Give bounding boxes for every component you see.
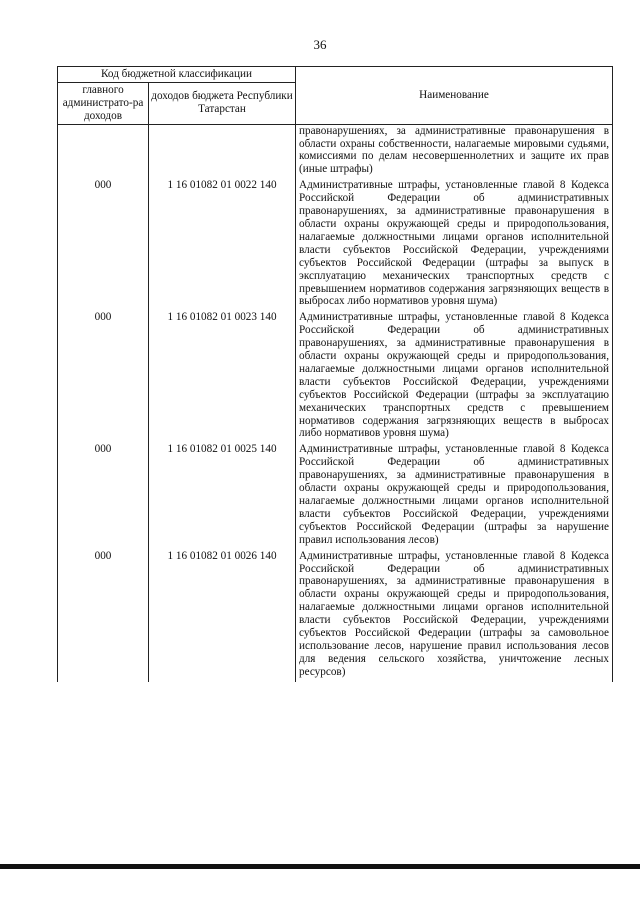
cell-name: Административные штрафы, установленные главой 8 Кодекса Российской Федерации об административных правонарушениях, за административные правонарушения в области охраны окружающей среды и природопользования, налагаемые должностными лицами органов исполнительной власти субъектов Российской Федерации, учреждениями субъектов Российской Федерации (штрафы за выпуск в эксплуатацию механических транспортных средств с превышением нормативов содержания загрязняющих веществ в выбросах либо нормативов уровня шума) bbox=[296, 179, 613, 311]
cell-admin-code: 000 bbox=[58, 311, 149, 443]
cell-income-code: 1 16 01082 01 0026 140 bbox=[149, 550, 296, 682]
budget-classification-table bbox=[57, 66, 613, 682]
table-row-continuation bbox=[58, 124, 613, 179]
cell-name: Административные штрафы, установленные главой 8 Кодекса Российской Федерации об административных правонарушениях, за административные правонарушения в области охраны окружающей среды и природопользования, налагаемые должностными лицами органов исполнительной власти субъектов Российской Федерации, учреждениями субъектов Российской Федерации (штрафы за нарушение правил использования лесов) bbox=[296, 443, 613, 549]
table-row bbox=[58, 443, 613, 549]
header-name: Наименование bbox=[296, 67, 613, 125]
cell-income-empty bbox=[149, 124, 296, 179]
page-number: 36 bbox=[313, 37, 327, 52]
cell-income-code: 1 16 01082 01 0022 140 bbox=[149, 179, 296, 311]
scan-edge-bar bbox=[0, 864, 640, 869]
table-row bbox=[58, 311, 613, 443]
header-main-administrator: главного администрато-ра доходов bbox=[58, 82, 149, 124]
header-classification-code: Код бюджетной классификации bbox=[58, 67, 296, 83]
cell-name-continuation: правонарушениях, за административные правонарушения в области охраны собственности, налагаемые мировыми судьями, комиссиями по делам несовершеннолетних и защите их прав (иные штрафы) bbox=[296, 124, 613, 179]
cell-admin-code: 000 bbox=[58, 443, 149, 549]
cell-admin-empty bbox=[58, 124, 149, 179]
table-row bbox=[58, 550, 613, 682]
cell-income-code: 1 16 01082 01 0023 140 bbox=[149, 311, 296, 443]
cell-admin-code: 000 bbox=[58, 550, 149, 682]
table-row bbox=[58, 179, 613, 311]
cell-admin-code: 000 bbox=[58, 179, 149, 311]
cell-name: Административные штрафы, установленные главой 8 Кодекса Российской Федерации об административных правонарушениях, за административные правонарушения в области охраны окружающей среды и природопользования, налагаемые должностными лицами органов исполнительной власти субъектов Российской Федерации, учреждениями субъектов Российской Федерации (штрафы за эксплуатацию механических транспортных средств с превышением нормативов содержания загрязняющих веществ в выбросах либо нормативов уровня шума) bbox=[296, 311, 613, 443]
cell-name: Административные штрафы, установленные главой 8 Кодекса Российской Федерации об административных правонарушениях, за административные правонарушения в области охраны окружающей среды и природопользования, налагаемые должностными лицами органов исполнительной власти субъектов Российской Федерации, учреждениями субъектов Российской Федерации (штрафы за самовольное использование лесов, нарушение правил использования лесов для ведения сельского хозяйства, уничтожение лесных ресурсов) bbox=[296, 550, 613, 682]
header-budget-income: доходов бюджета Республики Татарстан bbox=[149, 82, 296, 124]
cell-income-code: 1 16 01082 01 0025 140 bbox=[149, 443, 296, 549]
